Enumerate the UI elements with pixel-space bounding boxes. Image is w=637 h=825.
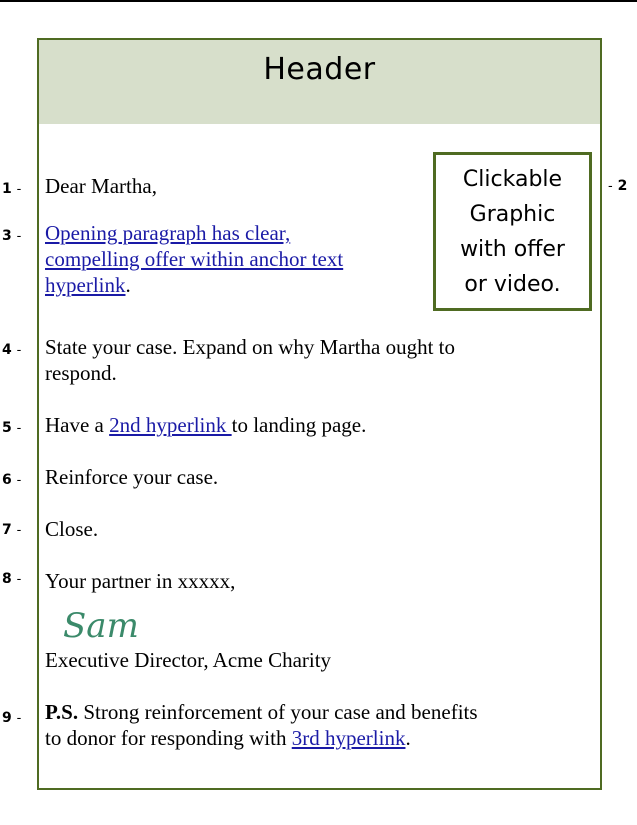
graphic-line: Graphic bbox=[469, 201, 556, 227]
signoff: Your partner in xxxxx, bbox=[45, 569, 236, 593]
callout-3: 3 - bbox=[2, 228, 22, 244]
callout-1: 1 - bbox=[2, 181, 22, 197]
case-paragraph: State your case. Expand on why Martha ought to respond. bbox=[45, 335, 455, 385]
opening-hyperlink[interactable]: Opening paragraph has clear, compelling offer within anchor text hyperlink bbox=[45, 221, 344, 297]
third-hyperlink[interactable]: 3rd hyperlink bbox=[291, 726, 406, 750]
signature: Sam bbox=[63, 606, 139, 646]
clickable-graphic[interactable] bbox=[433, 152, 592, 311]
graphic-text bbox=[460, 162, 565, 302]
reinforce-paragraph: Reinforce your case. bbox=[45, 465, 219, 489]
second-hyperlink[interactable]: 2nd hyperlink bbox=[109, 413, 232, 437]
callout-8: 8 - bbox=[2, 571, 22, 587]
graphic-line: or video. bbox=[464, 271, 561, 297]
graphic-line: with offer bbox=[460, 236, 565, 262]
callout-5: 5 - bbox=[2, 420, 22, 436]
email-header bbox=[39, 40, 600, 124]
close-paragraph: Close. bbox=[45, 517, 99, 541]
opening-paragraph: Opening paragraph has clear, compelling offer within anchor text hyperlink. bbox=[45, 221, 344, 297]
callout-2: - 2 bbox=[608, 178, 628, 194]
callout-4: 4 - bbox=[2, 342, 22, 358]
email-template-frame bbox=[37, 38, 602, 790]
second-link-paragraph: Have a 2nd hyperlink to landing page. bbox=[45, 413, 367, 437]
salutation: Dear Martha, bbox=[45, 174, 157, 198]
top-rule bbox=[0, 0, 637, 2]
ps-label: P.S. bbox=[45, 700, 79, 724]
graphic-line: Clickable bbox=[462, 166, 563, 192]
callout-7: 7 - bbox=[2, 522, 22, 538]
callout-6: 6 - bbox=[2, 472, 22, 488]
header-title: Header bbox=[263, 52, 376, 87]
ps-paragraph: P.S. Strong reinforcement of your case and benefits to donor for responding with 3rd hyperlink. bbox=[45, 700, 478, 750]
signer-title: Executive Director, Acme Charity bbox=[45, 648, 332, 672]
callout-9: 9 - bbox=[2, 710, 22, 726]
